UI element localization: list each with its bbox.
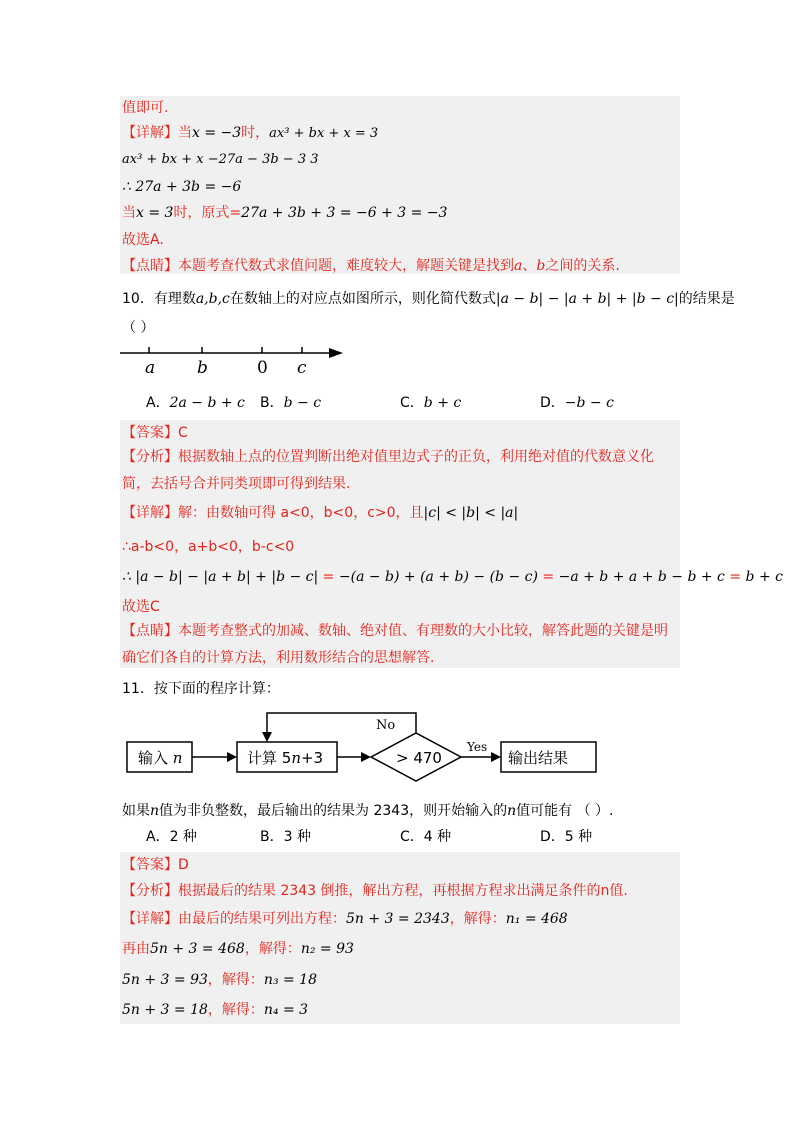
q11-option-b: B．3 种 — [260, 829, 311, 845]
q10-choice: 故选C — [122, 599, 160, 615]
q10-analysis: 【分析】根据数轴上点的位置判断出绝对值里边式子的正负，利用绝对值的代数意义化简，去括号合并同类项即可得到结果. — [122, 449, 654, 492]
q11-stem: 11．按下面的程序计算： — [122, 681, 280, 697]
q10-option-d: D．−b − c — [540, 395, 614, 411]
flow-arrow-icon — [491, 752, 501, 762]
q10-option-a: A．2a − b + c — [146, 395, 245, 411]
arrow-head-icon — [329, 348, 343, 358]
q10-detail: 【详解】解：由数轴可得 a<0，b<0，c>0，且|c| < |b| < |a| — [122, 505, 519, 521]
q10-comment: 【点睛】本题考查整式的加减、数轴、绝对值、有理数的大小比较，解答此题的关键是明确它们各自的计算方法，利用数形结合的思想解答. — [122, 623, 668, 666]
q9-line1: 值即可. — [122, 100, 169, 116]
number-line-label-c: c — [297, 358, 307, 378]
q9-therefore-line: ∴ 27a + 3b = −6 — [122, 179, 242, 195]
q10-stem: 10．有理数a,b,c在数轴上的对应点如图所示，则化简代数式|a − b| − |a + b| + |b − c|的结果是 — [122, 291, 735, 307]
q11-answer: 【答案】D — [122, 857, 189, 873]
q10-paren: （ ） — [122, 320, 155, 336]
flow-input-label: 输入 n — [138, 749, 183, 767]
flow-no-label: No — [376, 718, 396, 733]
q9-result-line: 当x = 3时，原式=27a + 3b + 3 = −6 + 3 = −3 — [122, 205, 448, 221]
q11-detail-2: 再由5n + 3 = 468，解得：n₂ = 93 — [122, 941, 354, 957]
q9-comment: 【点睛】本题考查代数式求值问题，难度较大，解题关键是找到a、b之间的关系. — [122, 258, 620, 274]
q10-detail-simplify: ∴ |a − b| − |a + b| + |b − c| = −(a − b) + (a + b) − (b − c) = −a + b + a + b − b + c = b + c — [122, 569, 783, 585]
flow-condition-label: > 470 — [396, 749, 442, 767]
q11-detail-3: 5n + 3 = 93，解得：n₃ = 18 — [122, 972, 317, 988]
q11-detail-1: 【详解】由最后的结果可列出方程：5n + 3 = 2343，解得：n₁ = 468 — [122, 911, 568, 927]
flow-arrow-icon — [262, 732, 272, 742]
number-line-label-0: 0 — [257, 358, 268, 378]
q11-analysis: 【分析】根据最后的结果 2343 倒推，解出方程，再根据方程求出满足条件的n值. — [122, 883, 628, 899]
q10-option-c: C．b + c — [400, 395, 462, 411]
q11-option-c: C．4 种 — [400, 829, 452, 845]
number-line-label-a: a — [145, 358, 156, 378]
number-line-label-b: b — [197, 358, 208, 378]
flow-calc-label: 计算 5n+3 — [247, 749, 324, 767]
q9-equation-line: ax³ + bx + x −27a − 3b − 3 3 — [122, 152, 319, 167]
flowchart — [120, 705, 620, 785]
flow-arrow-icon — [227, 752, 237, 762]
solution-block-q11 — [120, 852, 680, 1024]
flow-yes-label: Yes — [467, 740, 488, 754]
q11-detail-4: 5n + 3 = 18，解得：n₄ = 3 — [122, 1002, 309, 1018]
flow-output-label: 输出结果 — [508, 749, 569, 767]
q9-choice: 故选A. — [122, 232, 164, 248]
q10-answer: 【答案】C — [122, 425, 188, 441]
q11-option-a: A．2 种 — [146, 829, 197, 845]
q9-detail-line: 【详解】当x = −3时，ax³ + bx + x = 3 — [122, 125, 379, 141]
q11-option-d: D．5 种 — [540, 829, 593, 845]
q10-detail-signs: ∴a-b<0，a+b<0，b-c<0 — [122, 539, 295, 555]
q10-option-b: B．b − c — [260, 395, 322, 411]
q11-question: 如果n值为非负整数，最后输出的结果为 2343，则开始输入的n值可能有 （ ）. — [122, 803, 614, 819]
